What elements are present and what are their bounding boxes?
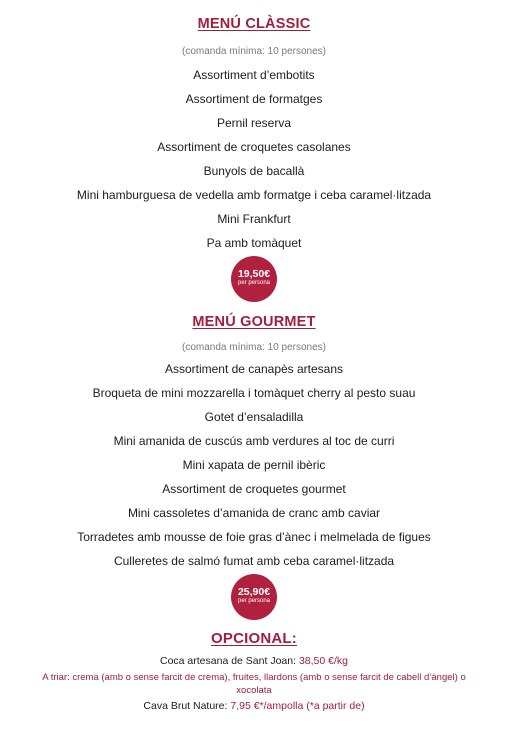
- gourmet-item: Torradetes amb mousse de foie gras d’ànec i melmelada de figues: [77, 530, 431, 544]
- classic-min-order-note: (comanda mínima: 10 persones): [182, 46, 326, 57]
- coca-line: [0, 655, 508, 667]
- classic-title: MENÚ CLÀSSIC: [197, 16, 311, 32]
- gourmet-price-badge: [231, 574, 277, 620]
- coca-flavours-line-2: xocolata: [236, 685, 272, 696]
- coca-flavours-line-1: A triar: crema (amb o sense farcit de crema), fruites, llardons (amb o sense farcit de cabell d’àngel) o: [42, 672, 466, 683]
- cava-line: [0, 700, 508, 712]
- gourmet-item: Assortiment de croquetes gourmet: [162, 482, 346, 496]
- classic-item: Pernil reserva: [216, 116, 292, 130]
- classic-item: Mini hamburguesa de vedella amb formatge i ceba caramel·litzada: [76, 188, 432, 202]
- cava-label: Cava Brut Nature:: [143, 700, 228, 712]
- coca-label: Coca artesana de Sant Joan:: [160, 655, 297, 667]
- cava-price: 7,95 €*/ampolla (*a partir de): [230, 700, 365, 712]
- gourmet-item: Culleretes de salmó fumat amb ceba caramel·litzada: [113, 554, 395, 568]
- coca-price: 38,50 €/kg: [298, 655, 348, 667]
- classic-item: Bunyols de bacallà: [203, 164, 305, 178]
- classic-item: Assortiment de formatges: [185, 92, 323, 106]
- classic-item: Assortiment d’embotits: [193, 68, 315, 82]
- gourmet-min-order-note: (comanda mínima: 10 persones): [182, 342, 326, 353]
- optional-title: OPCIONAL:: [211, 630, 297, 647]
- gourmet-item: Assortiment de canapès artesans: [164, 362, 344, 376]
- gourmet-price: 25,90€: [237, 586, 271, 598]
- classic-item: Pa amb tomàquet: [206, 236, 302, 250]
- classic-price-note: per persona: [237, 280, 271, 286]
- classic-item: Assortiment de croquetes casolanes: [157, 140, 351, 154]
- gourmet-item: Mini xapata de pernil ibèric: [182, 458, 326, 472]
- classic-price-badge: [231, 256, 277, 302]
- gourmet-item: Gotet d’ensaladilla: [204, 410, 304, 424]
- gourmet-item: Mini amanida de cuscús amb verdures al toc de curri: [113, 434, 395, 448]
- gourmet-item: Mini cassoletes d’amanida de cranc amb caviar: [127, 506, 381, 520]
- classic-price: 19,50€: [237, 268, 271, 280]
- gourmet-title: MENÚ GOURMET: [192, 314, 316, 330]
- gourmet-price-note: per persona: [237, 598, 271, 604]
- gourmet-item: Broqueta de mini mozzarella i tomàquet cherry al pesto suau: [92, 386, 416, 400]
- classic-item: Mini Frankfurt: [217, 212, 291, 226]
